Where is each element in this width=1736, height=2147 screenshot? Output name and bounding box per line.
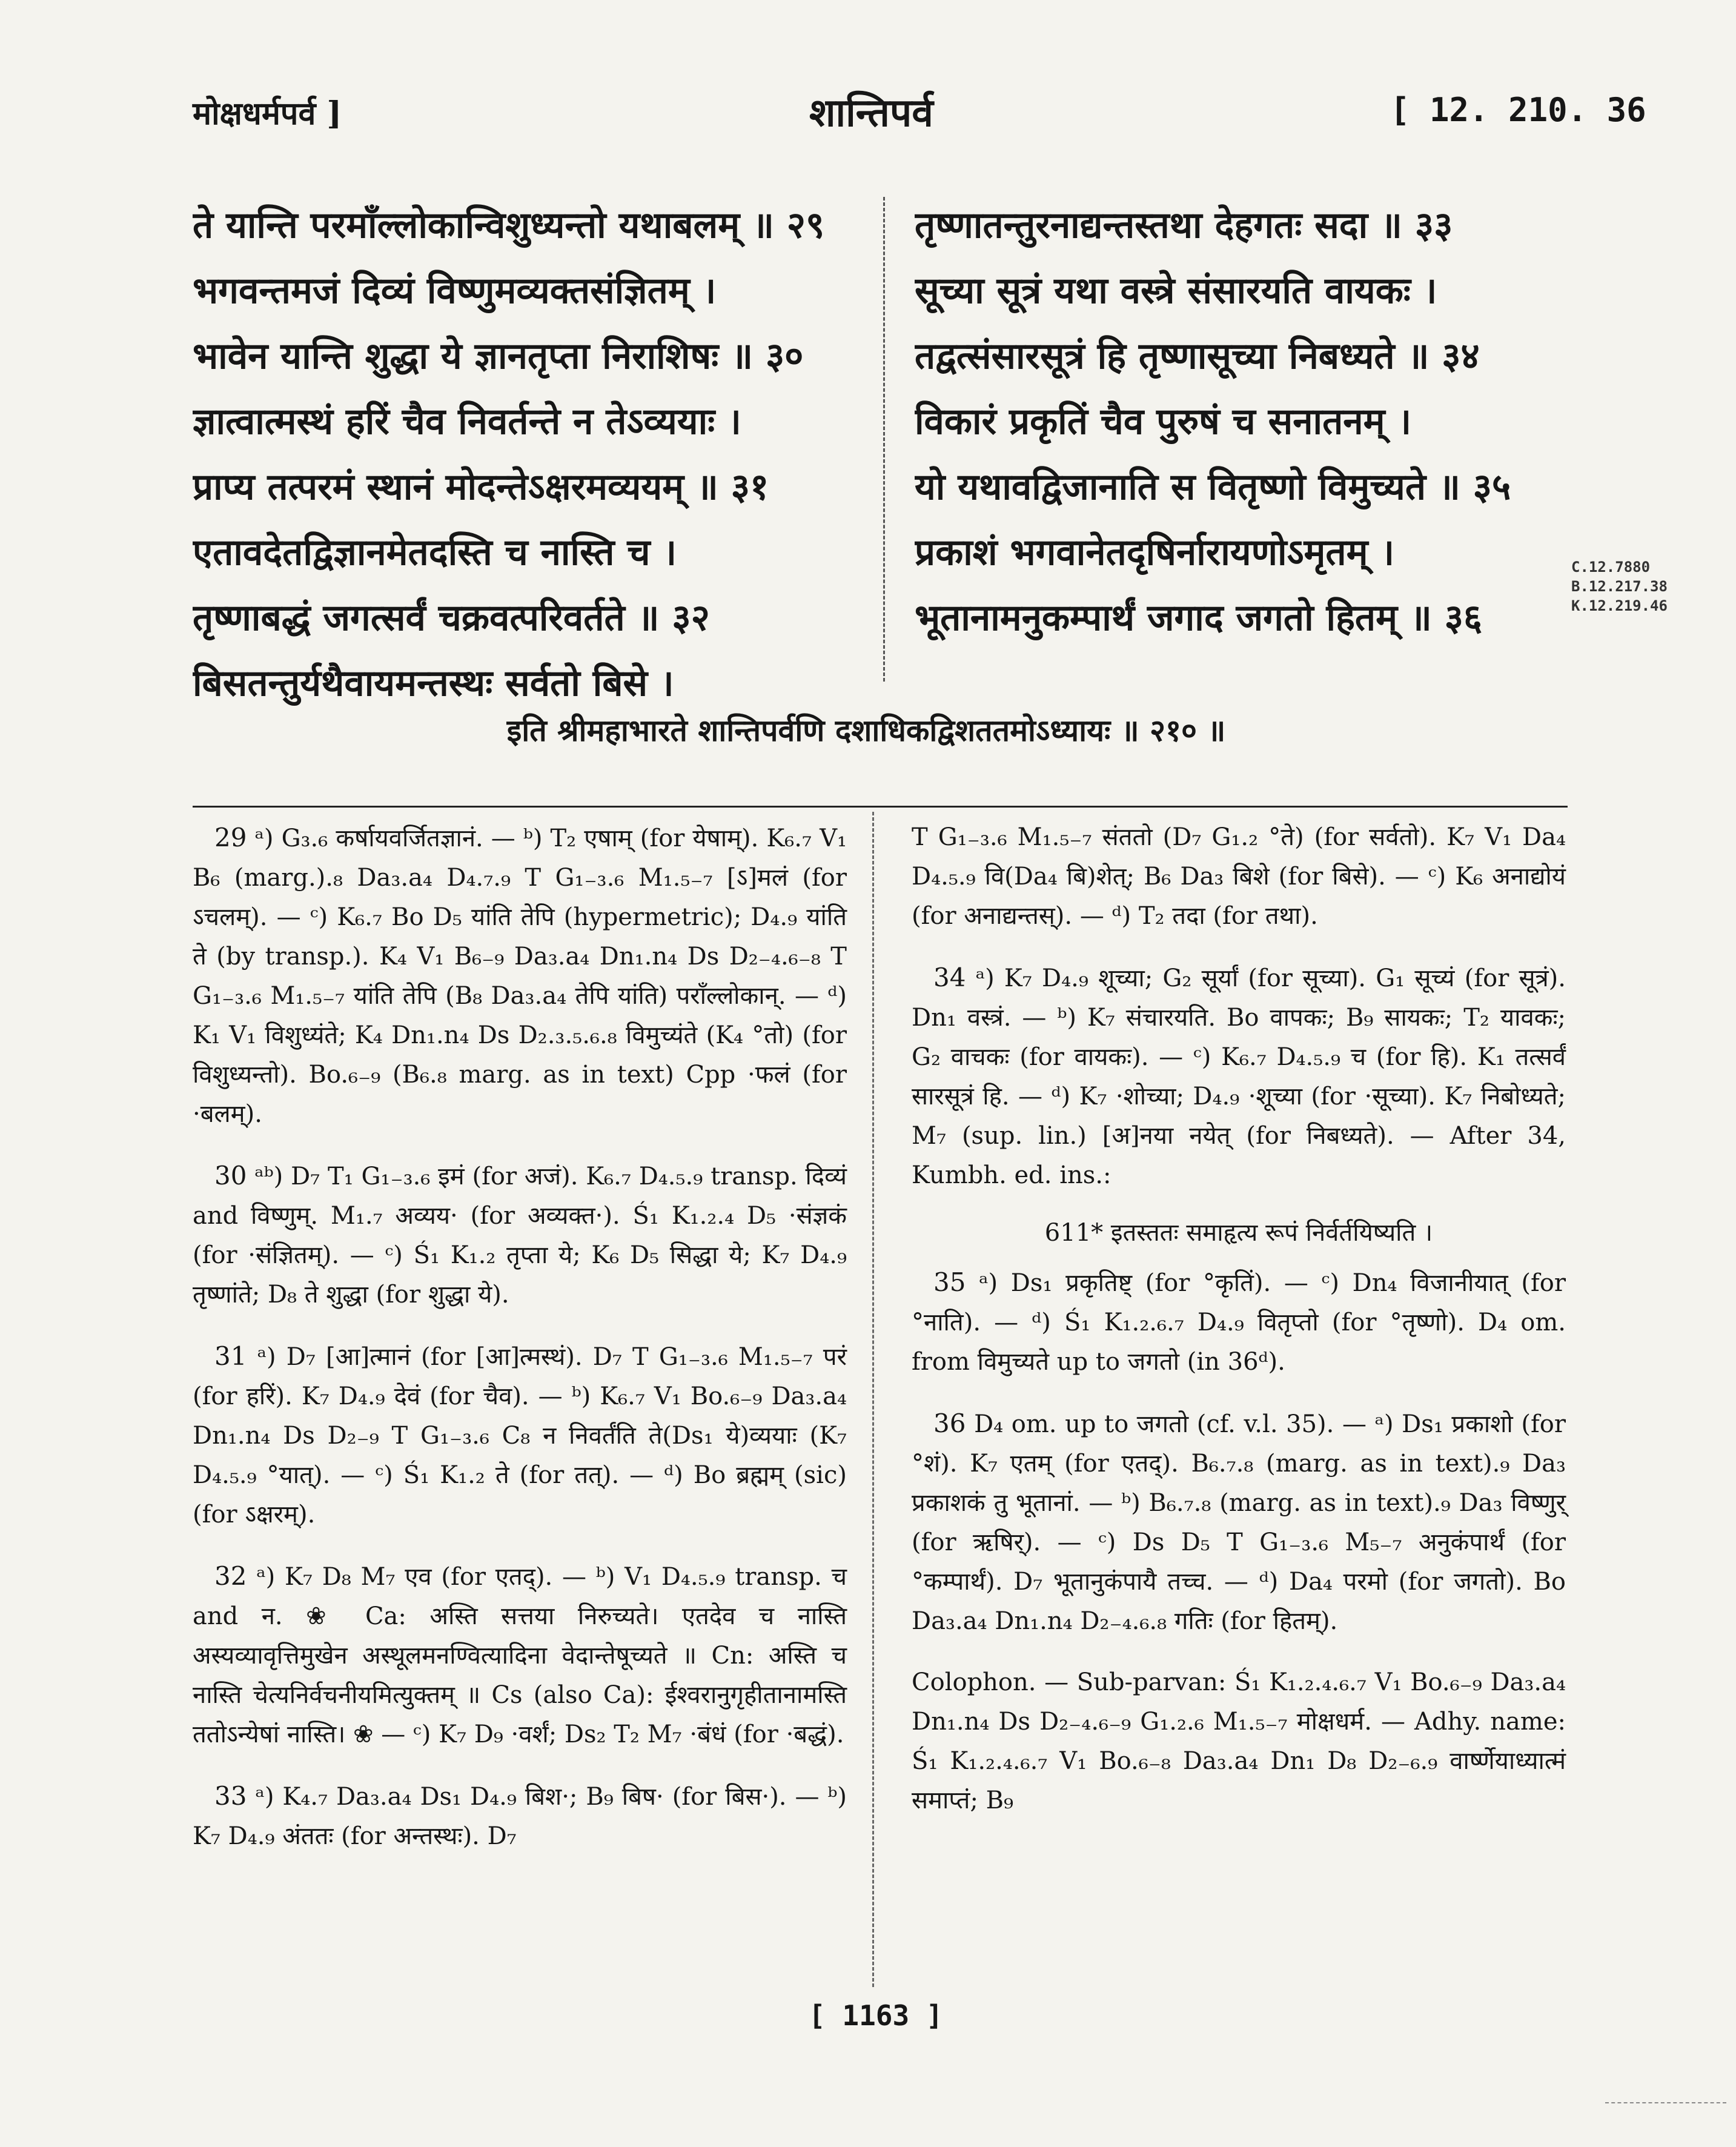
apparatus-note — [193, 818, 847, 1134]
apparatus-note — [193, 1776, 847, 1856]
concordance-ref: B.12.217.38 — [1571, 578, 1668, 595]
apparatus-note — [912, 958, 1566, 1195]
verse-line: ज्ञात्वात्मस्थं हरिं चैव निवर्तन्ते न तेऽव्ययाः । — [193, 400, 741, 443]
chapter-colophon: इति श्रीमहाभारते शान्तिपर्वणि दशाधिकद्विशततमोऽध्यायः ॥ २१० ॥ — [506, 712, 1226, 748]
apparatus-note — [912, 1663, 1566, 1820]
note-text: ᵃ) K₇ D₈ M₇ एव (for एतद्). — ᵇ) V₁ D₄.₅.₉ transp. च and न. ❀ Ca: अस्ति सत्तया निरुच्यते। एतदेव च नास्ति अस्यव्यावृत्तिमुखेन अस्थूलमनण्वित्यादिना वेदान्तेषूच्यते ॥ Cn: अस्ति च नास्ति चेत्यनिर्वचनीयमित्युक्तम् ॥ Cs (also Ca): ईश्वरानुगृहीतानामस्ति ततोऽन्येषां नास्ति। ❀ — ᶜ) K₇ D₉ ·वर्शं; Ds₂ T₂ M₇ ·बंधं (for ·बद्धं). — [193, 1563, 847, 1748]
verse-line: विकारं प्रकृतिं चैव पुरुषं च सनातनम् । — [915, 400, 1412, 443]
inserted-passage: 611* इतस्ततः समाहृत्य रूपं निर्वर्तयिष्यति । — [1044, 1219, 1433, 1247]
note-text: ᵃ) K₇ D₄.₉ शूच्या; G₂ सूर्यां (for सूच्या). G₁ सूच्यं (for सूत्रं). Dn₁ वस्त्रं. — ᵇ) K₇ संचारयति. Bo वापकः; B₉ सायकः; T₂ यावकः; G₂ वाचकः (for वायकः). — ᶜ) K₆.₇ D₄.₅.₉ च (for हि). K₁ तत्सर्वं सारसूत्रं हि. — ᵈ) K₇ ·शोच्या; D₄.₉ ·शूच्या (for ·सूच्या). K₇ निबोध्यते; M₇ (sup. lin.) [अ]नया नयेत् (for निबध्यते). — After 34, Kumbh. ed. ins.: — [912, 964, 1566, 1189]
verse-line: भगवन्तमजं दिव्यं विष्णुमव्यक्तसंज्ञितम् । — [193, 270, 717, 312]
note-text: ᵃ) D₇ [आ]त्मानं (for [आ]त्मस्थं). D₇ T G₁₋₃.₆ M₁.₅₋₇ परं (for हरिं). K₇ D₄.₉ देवं (for चैव). — ᵇ) K₆.₇ V₁ Bo.₆₋₉ Da₃.a₄ Dn₁.n₄ Ds D₂₋₉ T G₁₋₃.₆ C₈ न निवर्तंति ते(Ds₁ ये)व्ययाः (K₇ D₄.₅.₉ °यात्). — ᶜ) Ś₁ K₁.₂ ते (for तत्). — ᵈ) Bo ब्रह्मम् (sic) (for ऽक्षरम्). — [193, 1343, 847, 1528]
note-number: 32 — [214, 1561, 247, 1591]
verse-line: बिसतन्तुर्यथैवायमन्तस्थः सर्वतो बिसे । — [193, 662, 674, 705]
concordance-ref: K.12.219.46 — [1571, 597, 1668, 614]
note-text: ᵃ) Ds₁ प्रकृतिष्ट् (for °कृतिं). — ᶜ) Dn₄ विजानीयात् (for °नाति). — ᵈ) Ś₁ K₁.₂.₆.₇ D₄.₉ वितृप्तो (for °तृष्णो). D₄ om. from विमुच्यते up to जगतो (in 36ᵈ). — [912, 1269, 1566, 1376]
running-head-reference: [ 12. 210. 36 — [1390, 91, 1646, 129]
verse-line: यो यथावद्विजानाति स वितृष्णो विमुच्यते ॥ ३५ — [915, 466, 1511, 508]
apparatus-note — [193, 1156, 847, 1315]
note-number: 35 — [933, 1267, 966, 1297]
horizontal-rule — [193, 806, 1568, 808]
scan-artifact-dashes — [1605, 2102, 1726, 2103]
column-divider — [883, 197, 885, 682]
verse-line: भूतानामनुकम्पार्थं जगाद जगतो हितम् ॥ ३६ — [915, 597, 1483, 639]
concordance-references — [1571, 557, 1729, 616]
verse-line: सूच्या सूत्रं यथा वस्त्रे संसारयति वायकः । — [915, 270, 1437, 312]
note-number: 29 — [214, 823, 247, 852]
note-number: 31 — [214, 1341, 247, 1371]
note-number: 30 — [214, 1161, 247, 1190]
note-text: Colophon. — Sub-parvan: Ś₁ K₁.₂.₄.₆.₇ V₁ Bo.₆₋₉ Da₃.a₄ Dn₁.n₄ Ds D₂₋₄.₆₋₉ G₁.₂.₆ M₁.₅₋₇ मोक्षधर्म. — Adhy. name: Ś₁ K₁.₂.₄.₆.₇ V₁ Bo.₆₋₈ Da₃.a₄ Dn₁ D₈ D₂₋₆.₉ वार्ष्णेयाध्यात्मं समाप्तं; B₉ — [912, 1668, 1566, 1814]
note-text: D₄ om. up to जगतो (cf. v.l. 35). — ᵃ) Ds₁ प्रकाशो (for °शं). K₇ एतम् (for एतद्). B₆.₇.₈ (marg. as in text).₉ Da₃ प्रकाशकं तु भूतानां. — ᵇ) B₆.₇.₈ (marg. as in text).₉ Da₃ विष्णुर् (for ऋषिर्). — ᶜ) Ds D₅ T G₁₋₃.₆ M₅₋₇ अनुकंपार्थं (for °कम्पार्थं). D₇ भूतानुकंपायै तच्च. — ᵈ) Da₄ परमो (for जगतो). Bo Da₃.a₄ Dn₁.n₄ D₂₋₄.₆.₈ गतिः (for हितम्). — [912, 1410, 1566, 1635]
column-divider — [872, 812, 874, 1987]
page-number: [ 1163 ] — [809, 1999, 943, 2032]
verse-line: प्रकाशं भगवानेतदृषिर्नारायणोऽमृतम् । — [915, 531, 1395, 574]
running-head-title: शान्तिपर्व — [809, 90, 933, 136]
verse-line: ते यान्ति परमाँल्लोकान्विशुध्यन्तो यथाबलम् ॥ २९ — [193, 204, 825, 247]
verse-column-right — [915, 193, 1593, 651]
running-head-left: मोक्षधर्मपर्व ] — [193, 95, 342, 132]
note-number: 36 — [933, 1409, 966, 1438]
verse-line: तृष्णातन्तुरनाद्यन्तस्तथा देहगतः सदा ॥ ३३ — [915, 204, 1453, 247]
verse-line: एतावदेतद्विज्ञानमेतदस्ति च नास्ति च । — [193, 531, 677, 574]
verse-line: प्राप्य तत्परमं स्थानं मोदन्तेऽक्षरमव्ययम् ॥ ३१ — [193, 466, 769, 508]
note-text: ᵃ) K₄.₇ Da₃.a₄ Ds₁ D₄.₉ बिश·; B₉ बिष· (for बिस·). — ᵇ) K₇ D₄.₉ अंततः (for अन्तस्थः). D₇ — [193, 1783, 847, 1850]
apparatus-column-right — [912, 818, 1566, 1820]
note-text: ᵃᵇ) D₇ T₁ G₁₋₃.₆ इमं (for अजं). K₆.₇ D₄.₅.₉ transp. दिव्यं and विष्णुम्. M₁.₇ अव्यय· (for अव्यक्त·). Ś₁ K₁.₂.₄ D₅ ·संज्ञकं (for ·संज्ञितम्). — ᶜ) Ś₁ K₁.₂ तृप्ता ये; K₆ D₅ सिद्धा ये; K₇ D₄.₉ तृष्णांते; D₈ ते शुद्धा (for शुद्धा ये). — [193, 1163, 847, 1309]
verse-column-left — [193, 193, 883, 716]
note-number: 34 — [933, 963, 966, 992]
concordance-ref: C.12.7880 — [1571, 559, 1651, 576]
apparatus-note — [193, 1556, 847, 1754]
note-text: ᵃ) G₃.₆ कर्षायवर्जितज्ञानं. — ᵇ) T₂ एषाम् (for येषाम्). K₆.₇ V₁ B₆ (marg.).₈ Da₃.a₄ D₄.₇.₉ T G₁₋₃.₆ M₁.₅₋₇ [ऽ]मलं (for ऽचलम्). — ᶜ) K₆.₇ Bo D₅ यांति तेपि (hypermetric); D₄.₉ यांति ते (by transp.). K₄ V₁ B₆₋₉ Da₃.a₄ Dn₁.n₄ Ds D₂₋₄.₆₋₈ T G₁₋₃.₆ M₁.₅₋₇ यांति तेपि (B₈ Da₃.a₄ तेपि यांति) पराँल्लोकान्. — ᵈ) K₁ V₁ विशुध्यंते; K₄ Dn₁.n₄ Ds D₂.₃.₅.₆.₈ विमुच्यंते (K₄ °तो) (for विशुध्यन्तो). Bo.₆₋₉ (B₆.₈ marg. as in text) Cpp ·फलं (for ·बलम्). — [193, 825, 847, 1128]
apparatus-note — [912, 818, 1566, 936]
verse-line: भावेन यान्ति शुद्धा ये ज्ञानतृप्ता निराशिषः ॥ ३० — [193, 335, 804, 377]
verse-line: तद्वत्संसारसूत्रं हि तृष्णासूच्या निबध्यते ॥ ३४ — [915, 335, 1480, 377]
apparatus-note — [912, 1404, 1566, 1641]
apparatus-note — [912, 1263, 1566, 1382]
apparatus-column-left — [193, 818, 847, 1856]
note-text: T G₁₋₃.₆ M₁.₅₋₇ संततो (D₇ G₁.₂ °ते) (for सर्वतो). K₇ V₁ Da₄ D₄.₅.₉ वि(Da₄ बि)शेत्; B₆ Da₃ बिशे (for बिसे). — ᶜ) K₆ अनाद्योयं (for अनाद्यन्तस्). — ᵈ) T₂ तदा (for तथा). — [912, 823, 1566, 930]
verse-line: तृष्णाबद्धं जगत्सर्वं चक्रवत्परिवर्तते ॥ ३२ — [193, 597, 710, 639]
apparatus-note — [193, 1336, 847, 1535]
note-number: 33 — [214, 1781, 247, 1811]
